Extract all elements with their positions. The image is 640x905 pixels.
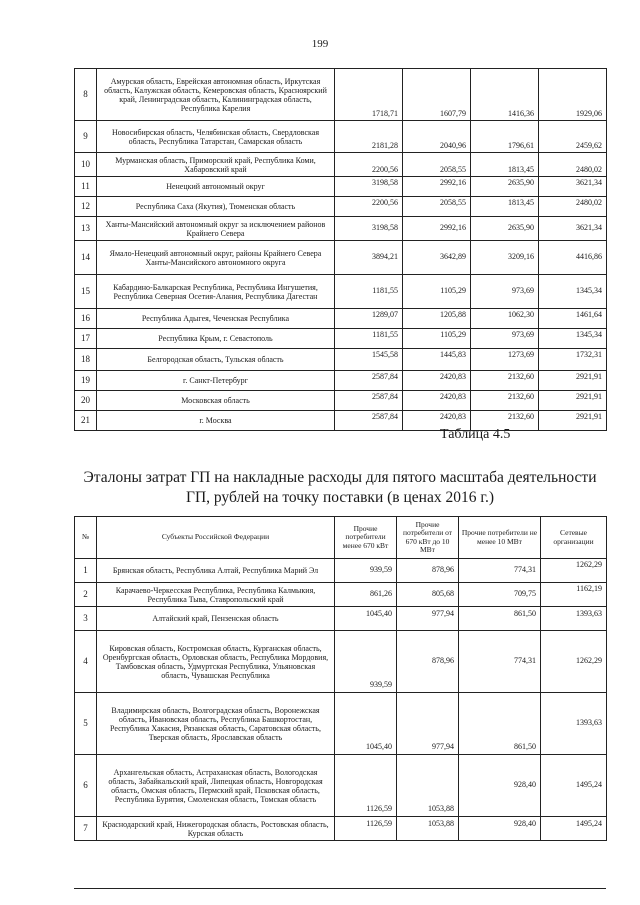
table-row bbox=[75, 631, 607, 693]
value-cell: 3621,34 bbox=[539, 217, 607, 241]
row-number: 18 bbox=[75, 349, 97, 371]
value-cell: 1045,40 bbox=[335, 607, 397, 631]
row-number: 2 bbox=[75, 583, 97, 607]
row-number: 11 bbox=[75, 177, 97, 197]
value-cell: 1181,55 bbox=[335, 275, 403, 309]
table-row bbox=[75, 69, 607, 121]
value-cell: 861,50 bbox=[459, 693, 541, 755]
value-cell: 2459,62 bbox=[539, 121, 607, 153]
row-number: 12 bbox=[75, 197, 97, 217]
row-number: 6 bbox=[75, 755, 97, 817]
value-cell: 3621,34 bbox=[539, 177, 607, 197]
page-number: 199 bbox=[311, 38, 329, 50]
value-cell: 2635,90 bbox=[471, 177, 539, 197]
table-number-label: Таблица 4.5 bbox=[440, 427, 511, 442]
value-cell: 2040,96 bbox=[403, 121, 471, 153]
row-number: 5 bbox=[75, 693, 97, 755]
subject-cell: Архангельская область, Астраханская область, Вологодская область, Забайкальский край, Липецкая область, Новгородская область, Омская область, Пермский край, Псковская область, Республика Бурятия, Смоленская область, Томская область bbox=[97, 755, 335, 817]
value-cell: 1273,69 bbox=[471, 349, 539, 371]
value-cell: 1289,07 bbox=[335, 309, 403, 329]
value-cell: 2480,02 bbox=[539, 197, 607, 217]
value-cell: 977,94 bbox=[397, 607, 459, 631]
row-number: 10 bbox=[75, 153, 97, 177]
value-cell: 3642,89 bbox=[403, 241, 471, 275]
value-cell: 2587,84 bbox=[335, 391, 403, 411]
header-subject: Субъекты Российской Федерации bbox=[97, 517, 335, 559]
value-cell: 2992,16 bbox=[403, 217, 471, 241]
subject-cell: г. Санкт-Петербург bbox=[97, 371, 335, 391]
subject-cell: Ненецкий автономный округ bbox=[97, 177, 335, 197]
table-row bbox=[75, 349, 607, 371]
value-cell: 1053,88 bbox=[397, 755, 459, 817]
row-number: 15 bbox=[75, 275, 97, 309]
subject-cell: Брянская область, Республика Алтай, Республика Марий Эл bbox=[97, 559, 335, 583]
subject-cell: Краснодарский край, Нижегородская область, Ростовская область, Курская область bbox=[97, 817, 335, 841]
row-number: 16 bbox=[75, 309, 97, 329]
value-cell: 4416,86 bbox=[539, 241, 607, 275]
value-cell: 2058,55 bbox=[403, 197, 471, 217]
value-cell: 973,69 bbox=[471, 329, 539, 349]
value-cell: 928,40 bbox=[459, 755, 541, 817]
value-cell: 1445,83 bbox=[403, 349, 471, 371]
value-cell: 1205,88 bbox=[403, 309, 471, 329]
subject-cell: Кировская область, Костромская область, Курганская область, Оренбургская область, Орловская область, Республика Мордовия, Тамбовская область, Удмуртская Республика, Ульяновская область, Чувашская Республика bbox=[97, 631, 335, 693]
value-cell: 1461,64 bbox=[539, 309, 607, 329]
value-cell: 878,96 bbox=[397, 631, 459, 693]
row-number: 13 bbox=[75, 217, 97, 241]
value-cell: 1181,55 bbox=[335, 329, 403, 349]
value-cell: 1732,31 bbox=[539, 349, 607, 371]
value-cell: 774,31 bbox=[459, 559, 541, 583]
value-cell: 939,59 bbox=[335, 559, 397, 583]
value-cell: 1126,59 bbox=[335, 755, 397, 817]
row-number: 9 bbox=[75, 121, 97, 153]
value-cell: 977,94 bbox=[397, 693, 459, 755]
value-cell: 774,31 bbox=[459, 631, 541, 693]
value-cell: 2132,60 bbox=[471, 391, 539, 411]
value-cell: 1796,61 bbox=[471, 121, 539, 153]
table-header-row bbox=[75, 517, 607, 559]
header-col-4: Сетевые организации bbox=[541, 517, 607, 559]
value-cell: 1105,29 bbox=[403, 275, 471, 309]
value-cell: 3209,16 bbox=[471, 241, 539, 275]
value-cell: 1607,79 bbox=[403, 69, 471, 121]
subject-cell: Московская область bbox=[97, 391, 335, 411]
value-cell: 1262,29 bbox=[541, 631, 607, 693]
table-row bbox=[75, 197, 607, 217]
value-cell: 2480,02 bbox=[539, 153, 607, 177]
row-number: 8 bbox=[75, 69, 97, 121]
table-row bbox=[75, 275, 607, 309]
table-row bbox=[75, 559, 607, 583]
value-cell: 1813,45 bbox=[471, 153, 539, 177]
value-cell: 2132,60 bbox=[471, 371, 539, 391]
subject-cell: Республика Адыгея, Чеченская Республика bbox=[97, 309, 335, 329]
table-row bbox=[75, 411, 607, 431]
value-cell: 1345,34 bbox=[539, 275, 607, 309]
subject-cell: Ямало-Ненецкий автономный округ, районы Крайнего Севера Ханты-Мансийского автономного округа bbox=[97, 241, 335, 275]
value-cell: 3894,21 bbox=[335, 241, 403, 275]
table-row bbox=[75, 153, 607, 177]
value-cell: 1495,24 bbox=[541, 755, 607, 817]
subject-cell: г. Москва bbox=[97, 411, 335, 431]
value-cell: 2587,84 bbox=[335, 371, 403, 391]
row-number: 19 bbox=[75, 371, 97, 391]
value-cell: 1929,06 bbox=[539, 69, 607, 121]
table-row bbox=[75, 371, 607, 391]
value-cell: 861,26 bbox=[335, 583, 397, 607]
table-row bbox=[75, 693, 607, 755]
value-cell: 2420,83 bbox=[403, 371, 471, 391]
subject-cell: Алтайский край, Пензенская область bbox=[97, 607, 335, 631]
table-row bbox=[75, 817, 607, 841]
row-number: 14 bbox=[75, 241, 97, 275]
value-cell: 2420,83 bbox=[403, 391, 471, 411]
row-number: 4 bbox=[75, 631, 97, 693]
value-cell: 1393,63 bbox=[541, 607, 607, 631]
value-cell: 2635,90 bbox=[471, 217, 539, 241]
value-cell: 1053,88 bbox=[397, 817, 459, 841]
value-cell: 2992,16 bbox=[403, 177, 471, 197]
subject-cell: Ханты-Мансийский автономный округ за исключением районов Крайнего Севера bbox=[97, 217, 335, 241]
header-col-2: Прочие потребители от 670 кВт до 10 МВт bbox=[397, 517, 459, 559]
value-cell: 1045,40 bbox=[335, 693, 397, 755]
value-cell: 1813,45 bbox=[471, 197, 539, 217]
row-number: 3 bbox=[75, 607, 97, 631]
value-cell: 2921,91 bbox=[539, 371, 607, 391]
table-title: Эталоны затрат ГП на накладные расходы для пятого масштаба деятельности ГП, рублей на точку поставки (в ценах 2016 г.) bbox=[83, 469, 597, 506]
header-col-3: Прочие потребители не менее 10 МВт bbox=[459, 517, 541, 559]
table-row bbox=[75, 391, 607, 411]
table-row bbox=[75, 583, 607, 607]
subject-cell: Республика Крым, г. Севастополь bbox=[97, 329, 335, 349]
table-row bbox=[75, 217, 607, 241]
row-number: 1 bbox=[75, 559, 97, 583]
value-cell: 2200,56 bbox=[335, 153, 403, 177]
table-row bbox=[75, 755, 607, 817]
value-cell: 1545,58 bbox=[335, 349, 403, 371]
table-row bbox=[75, 177, 607, 197]
value-cell: 1162,19 bbox=[541, 583, 607, 607]
value-cell: 805,68 bbox=[397, 583, 459, 607]
overhead-costs-table bbox=[74, 516, 607, 841]
subject-cell: Мурманская область, Приморский край, Республика Коми, Хабаровский край bbox=[97, 153, 335, 177]
value-cell: 878,96 bbox=[397, 559, 459, 583]
value-cell: 861,50 bbox=[459, 607, 541, 631]
value-cell: 2587,84 bbox=[335, 411, 403, 431]
subject-cell: Амурская область, Еврейская автономная область, Иркутская область, Калужская область, Кемеровская область, Красноярский край, Ленинградская область, Калининградская область, Республика Карелия bbox=[97, 69, 335, 121]
subject-cell: Республика Саха (Якутия), Тюменская область bbox=[97, 197, 335, 217]
value-cell: 2058,55 bbox=[403, 153, 471, 177]
value-cell: 2181,28 bbox=[335, 121, 403, 153]
page-bottom-rule bbox=[74, 888, 606, 889]
value-cell: 2921,91 bbox=[539, 411, 607, 431]
subject-cell: Владимирская область, Волгоградская область, Воронежская область, Ивановская область, Республика Башкортостан, Республика Хакасия, Рязанская область, Саратовская область, Тверская область, Ярославская область bbox=[97, 693, 335, 755]
value-cell: 1495,24 bbox=[541, 817, 607, 841]
value-cell: 1718,71 bbox=[335, 69, 403, 121]
table-row bbox=[75, 241, 607, 275]
value-cell: 939,59 bbox=[335, 631, 397, 693]
table-row bbox=[75, 329, 607, 349]
value-cell: 3198,58 bbox=[335, 177, 403, 197]
value-cell: 1062,30 bbox=[471, 309, 539, 329]
value-cell: 2132,60 bbox=[471, 411, 539, 431]
subject-cell: Новосибирская область, Челябинская область, Свердловская область, Республика Татарстан, Самарская область bbox=[97, 121, 335, 153]
value-cell: 3198,58 bbox=[335, 217, 403, 241]
table-row bbox=[75, 309, 607, 329]
value-cell: 1262,29 bbox=[541, 559, 607, 583]
value-cell: 1126,59 bbox=[335, 817, 397, 841]
value-cell: 928,40 bbox=[459, 817, 541, 841]
header-col-1: Прочие потребители менее 670 кВт bbox=[335, 517, 397, 559]
subject-cell: Белгородская область, Тульская область bbox=[97, 349, 335, 371]
row-number: 21 bbox=[75, 411, 97, 431]
row-number: 7 bbox=[75, 817, 97, 841]
value-cell: 2200,56 bbox=[335, 197, 403, 217]
value-cell: 709,75 bbox=[459, 583, 541, 607]
value-cell: 2921,91 bbox=[539, 391, 607, 411]
subject-cell: Карачаево-Черкесская Республика, Республика Калмыкия, Республика Тыва, Ставропольский край bbox=[97, 583, 335, 607]
value-cell: 1416,36 bbox=[471, 69, 539, 121]
table-row bbox=[75, 121, 607, 153]
value-cell: 973,69 bbox=[471, 275, 539, 309]
value-cell: 1393,63 bbox=[541, 693, 607, 755]
header-number: № bbox=[75, 517, 97, 559]
value-cell: 1345,34 bbox=[539, 329, 607, 349]
row-number: 20 bbox=[75, 391, 97, 411]
value-cell: 1105,29 bbox=[403, 329, 471, 349]
table-row bbox=[75, 607, 607, 631]
row-number: 17 bbox=[75, 329, 97, 349]
subject-cell: Кабардино-Балкарская Республика, Республика Ингушетия, Республика Северная Осетия-Алания, Республика Дагестан bbox=[97, 275, 335, 309]
value-cell: 2420,83 bbox=[403, 411, 471, 431]
regions-table-continued bbox=[74, 68, 607, 431]
